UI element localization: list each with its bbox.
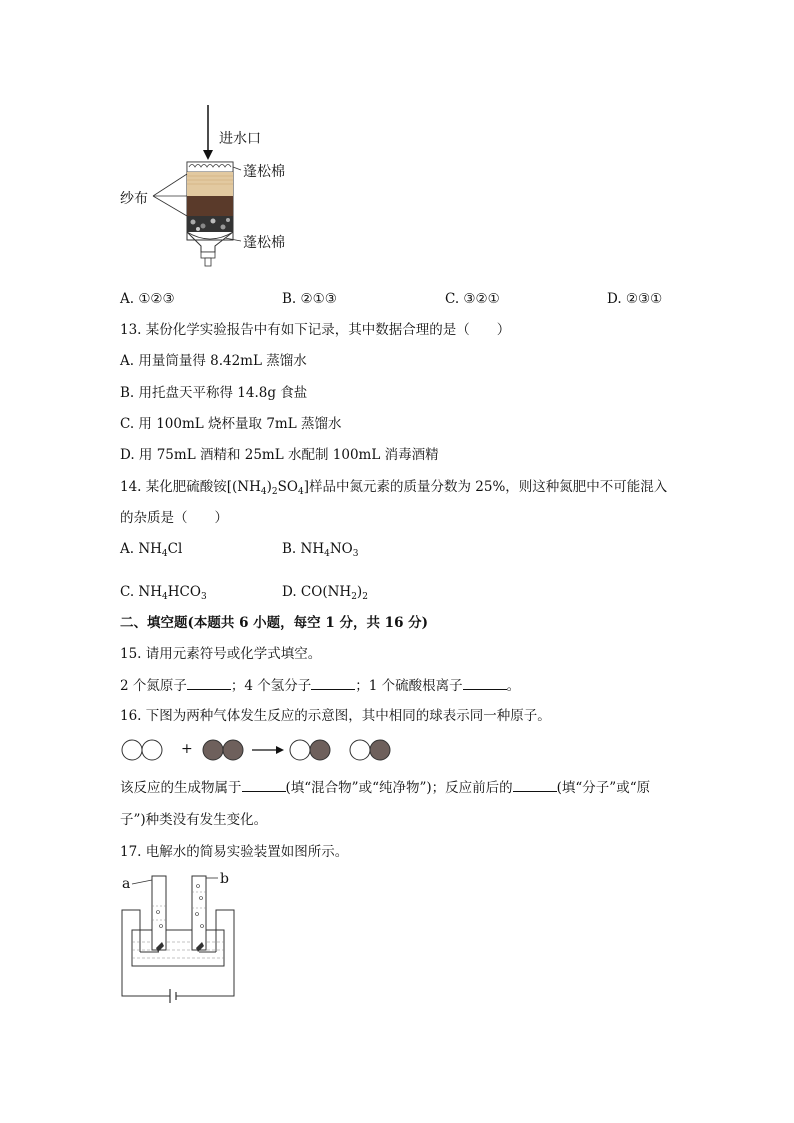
- answer-blank[interactable]: [187, 677, 231, 690]
- q15-stem: 15. 请用元素符号或化学式填空。: [120, 646, 322, 662]
- q13-option-c: C. 用 100mL 烧杯量取 7mL 蒸馏水: [120, 416, 342, 432]
- water-filter-figure: [115, 100, 315, 280]
- reaction-diagram: [118, 736, 398, 766]
- answer-blank[interactable]: [463, 677, 507, 690]
- q16-line1: 该反应的生成物属于 (填“混合物”或“纯净物”)；反应前后的 (填“分子”或“原: [120, 780, 651, 796]
- q12-option-b: B. ②①③: [282, 291, 337, 307]
- q13-stem: 13. 某份化学实验报告中有如下记录，其中数据合理的是（ ）: [120, 322, 511, 338]
- inlet-label: 进水口: [219, 131, 261, 147]
- answer-blank[interactable]: [513, 779, 557, 792]
- q13-option-a: A. 用量筒量得 8.42mL 蒸馏水: [120, 353, 307, 369]
- tube-b-label: b: [220, 871, 229, 887]
- q13-option-b: B. 用托盘天平称得 14.8g 食盐: [120, 385, 308, 401]
- top-cotton-label: 蓬松棉: [243, 164, 285, 180]
- q16-stem: 16. 下图为两种气体发生反应的示意图，其中相同的球表示同一种原子。: [120, 708, 551, 724]
- q14-option-a: A. $NH_4Cl$: [120, 541, 183, 559]
- q14-stem: 14. 某化肥硫酸铵$[(NH_4)_2SO_4]$样品中氮元素的质量分数为 25%，则这种氮肥中不可能混入: [120, 479, 668, 497]
- q17-stem: 17. 电解水的简易实验装置如图所示。: [120, 844, 349, 860]
- q14-option-b: B. $NH_4NO_3$: [282, 541, 359, 559]
- q15-blanks: 2 个氮原子 ；4 个氢分子 ；1 个硫酸根离子 。: [120, 678, 521, 694]
- q14-option-c: C. $NH_4HCO_3$: [120, 584, 207, 602]
- plus-sign: +: [181, 741, 193, 757]
- bottom-cotton-label: 蓬松棉: [243, 235, 285, 251]
- q16-line2: 子”)种类没有发生变化。: [120, 812, 268, 828]
- answer-blank[interactable]: [242, 779, 286, 792]
- electrolysis-drawing: [118, 868, 248, 1003]
- answer-blank[interactable]: [311, 677, 355, 690]
- q13-option-d: D. 用 75mL 酒精和 25mL 水配制 100mL 消毒酒精: [120, 447, 439, 463]
- reaction-drawing: [118, 736, 398, 766]
- electrolysis-figure: [118, 868, 248, 1003]
- gauze-label: 纱布: [120, 191, 148, 207]
- q12-option-c: C. ③②①: [445, 291, 500, 307]
- q14-option-d: D. $CO(NH_2)_2$: [282, 584, 368, 602]
- section-heading: 二、填空题(本题共 6 小题，每空 1 分，共 16 分): [120, 615, 429, 631]
- q14-stem-line2: 的杂质是（ ）: [120, 510, 228, 526]
- tube-a-label: a: [122, 876, 131, 892]
- q12-option-d: D. ②③①: [607, 291, 663, 307]
- q12-option-a: A. ①②③: [120, 291, 175, 307]
